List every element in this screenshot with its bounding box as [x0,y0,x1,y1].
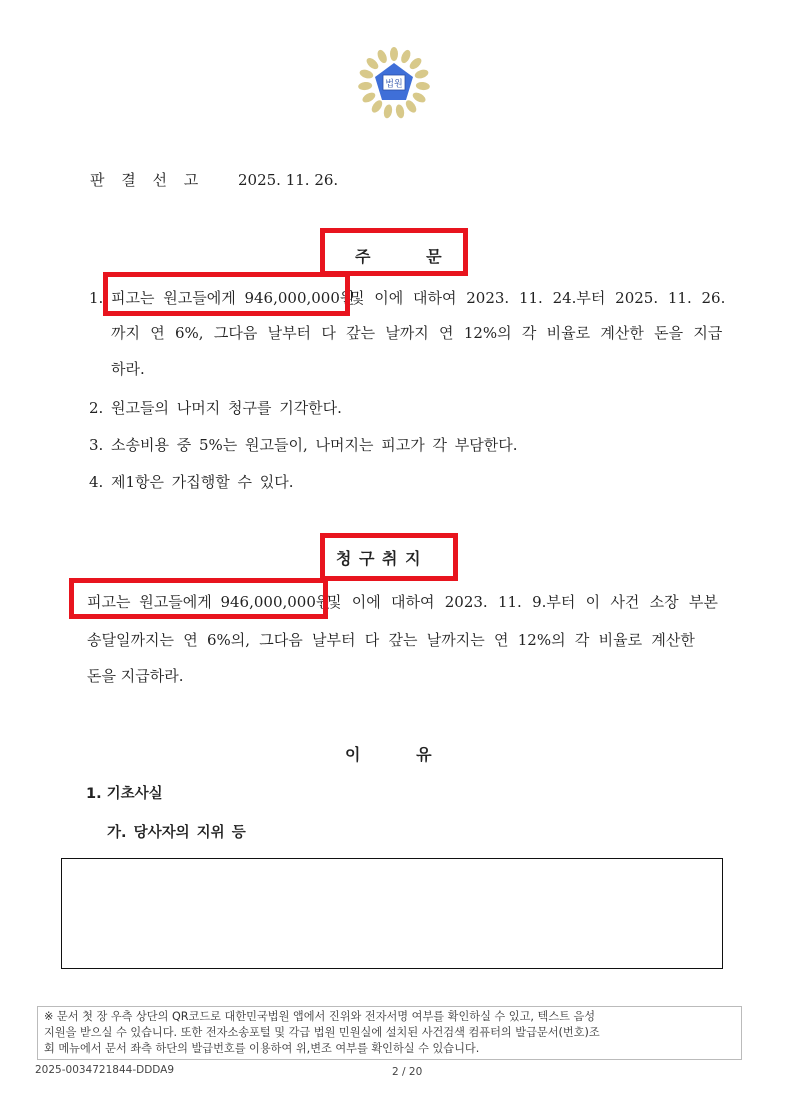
page-number: 2 / 20 [392,1066,423,1078]
notice-line-3: 회 메뉴에서 문서 좌측 하단의 발급번호를 이용하여 위,변조 여부를 확인하실 수 있습니다. [44,1042,480,1055]
order-item-4-text: 제1항은 가집행할 수 있다. [111,473,294,491]
svg-text:법원: 법원 [385,79,403,90]
order-item-3-text: 소송비용 중 5%는 원고들이, 나머지는 피고가 각 부담한다. [111,436,518,454]
claim-section-title: 청 구 취 지 [336,549,422,568]
order-item-2-number: 2. [89,399,104,417]
order-section-title: 주 문 [355,247,442,266]
issue-number: 2025-0034721844-DDDA9 [35,1064,175,1076]
redacted-content-box [61,858,723,969]
notice-line-2: 지원을 받으실 수 있습니다. 또한 전자소송포털 및 각급 법원 민원실에 설치된 사건검색 컴퓨터의 발급문서(번호)조 [44,1026,600,1039]
court-emblem-icon [357,46,431,120]
order-item-1-line3: 하라. [111,360,145,378]
order-item-1-line2: 까지 연 6%, 그다음 날부터 다 갚는 날까지 연 12%의 각 비율로 계산한 돈을 지급 [111,324,723,342]
reasons-section-title: 이 유 [345,745,432,764]
order-item-4-number: 4. [89,473,104,491]
verdict-date-value: 2025. 11. 26. [238,171,339,189]
claim-line3: 돈을 지급하라. [87,667,184,685]
order-item-3-number: 3. [89,436,104,454]
order-item-1-number: 1. [89,289,104,307]
claim-highlight: 피고는 원고들에게 946,000,000원 [87,593,331,611]
reasons-subheading-parties: 가. 당사자의 지위 등 [107,825,246,841]
reasons-subheading-basic-facts: 1. 기초사실 [86,786,163,802]
order-item-1-line1: 및 이에 대하여 2023. 11. 24.부터 2025. 11. 26. [350,289,726,307]
notice-line-1: ※ 문서 첫 장 우측 상단의 QR코드로 대한민국법원 앱에서 진위와 전자서명 여부를 확인하실 수 있고, 텍스트 음성 [44,1010,596,1023]
order-item-1-highlight: 피고는 원고들에게 946,000,000원 [111,289,355,307]
claim-line2: 송달일까지는 연 6%의, 그다음 날부터 다 갚는 날까지는 연 12%의 각 비율로 계산한 [87,631,695,649]
order-item-2-text: 원고들의 나머지 청구를 기각한다. [111,399,342,417]
verification-notice [37,1006,742,1060]
verdict-date-label: 판 결 선 고 [90,171,205,189]
claim-line1: 및 이에 대하여 2023. 11. 9.부터 이 사건 소장 부본 [327,593,718,611]
